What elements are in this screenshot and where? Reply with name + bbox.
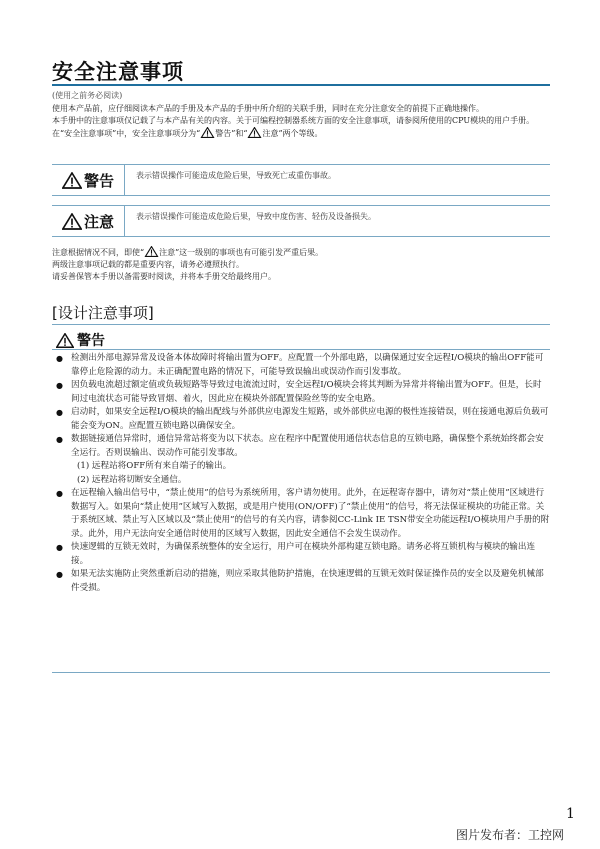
- caution-level-label: 注意: [52, 206, 125, 236]
- note-line: 请妥善保管本手册以备需要时阅读，并将本手册交给最终用户。: [52, 272, 276, 281]
- list-item: ● 检测出外部电源异常及设备本体故障时将输出置为OFF。应配置一个外部电路，以确保通过安全远程I/O模块的输出OFF能可靠停止危险源的动力。未正确配置电路的情况下，可能导致误输出或误动作而引发事故。: [56, 353, 544, 377]
- warning-heading: 警告: [52, 330, 105, 350]
- note-line: 两级注意事项记载的都是重要内容，请务必遵照执行。: [52, 260, 244, 269]
- caution-level-box: [52, 205, 550, 237]
- warning-rule: [52, 349, 550, 350]
- sub-item: (2) 远程站将切断安全通信。: [77, 474, 187, 485]
- warning-triangle-icon: [62, 213, 82, 230]
- bullet-icon: ●: [56, 543, 63, 552]
- caution-level-description: 表示错误操作可能造成危险后果，导致中度伤害、轻伤及设备损失。: [136, 212, 376, 221]
- list-item: ● 启动时，如果安全远程I/O模块的输出配线与外部供应电源发生短路，或外部供应电源的极性连接错误，则在接通电源后负载可能会变为ON。应配置互锁电路以确保安全。: [56, 407, 549, 431]
- watermark: 图片发布者：工控网: [456, 828, 565, 842]
- bullet-icon: ●: [56, 381, 63, 390]
- bullet-icon: ●: [56, 354, 63, 363]
- list-item: ● 数据链接通信异常时，通信异常站将变为以下状态。应在程序中配置使用通信状态信息的互锁电路，确保整个系统始终都会安全运行。否则误输出、误动作可能引发事故。 (1) 远程站将OFF所有来自端子的输出。 (2) 远程站将切断安全通信。: [52, 433, 550, 487]
- design-precautions-list: [52, 352, 550, 595]
- intro: [52, 90, 552, 140]
- page-title: 安全注意事项: [52, 60, 184, 84]
- warning-triangle-icon: [144, 246, 159, 257]
- warning-level-label: 警告: [52, 165, 125, 195]
- intro-paragraph: 使用本产品前，应仔细阅读本产品的手册及本产品的手册中所介绍的关联手册，同时在充分注意安全的前提下正确地操作。: [52, 104, 484, 113]
- list-item: ● 在远程输入输出信号中，“禁止使用”的信号为系统所用，客户请勿使用。此外，在远程寄存器中，请勿对“禁止使用”区域进行数据写入。如果向“禁止使用”区域写入数据，或是用户使用(ON/OFF)了“禁止使用”的信号，将无法保证模块的功能正常。关于系统区域、禁止写入区域以及“禁止使用”的信号的有关内容，请参阅CC-Link IE TSN带安全功能远程I/O模块用户手册的附录。此外，用户无法向安全通信时使用的区域写入数据，因此安全通信不会发生误动作。: [56, 488, 550, 539]
- warning-triangle-icon: [200, 127, 215, 138]
- warning-triangle-icon: [247, 127, 262, 138]
- list-item: ● 如果无法实施防止突然重新启动的措施，则应采取其他防护措施，在快速逻辑的互锁无效时保证操作员的安全以及避免机械部件受损。: [56, 569, 544, 593]
- intro-paragraph-levels: 在“安全注意事项”中，安全注意事项分为“ 警告”和“ 注意”两个等级。: [52, 129, 323, 138]
- page-number: 1: [566, 806, 575, 822]
- intro-paragraph: 本手册中的注意事项仅记载了与本产品有关的内容。关于可编程控制器系统方面的安全注意事项，请参阅所使用的CPU模块的用户手册。: [52, 116, 535, 125]
- section-title: [设计注意事项]: [52, 304, 154, 322]
- bullet-icon: ●: [56, 435, 63, 444]
- bullet-icon: ●: [56, 570, 63, 579]
- intro-note: (使用之前务必阅读): [52, 91, 123, 100]
- bullet-icon: ●: [56, 489, 63, 498]
- sub-item: (1) 远程站将OFF所有来自端子的输出。: [77, 461, 232, 471]
- section-rule: [52, 324, 550, 325]
- warning-triangle-icon: [62, 172, 82, 189]
- warning-level-description: 表示错误操作可能造成危险后果，导致死亡或重伤事故。: [136, 171, 336, 180]
- warning-triangle-icon: [56, 333, 74, 348]
- warning-level-box: [52, 164, 550, 196]
- title-rule: [52, 84, 550, 86]
- list-item: ● 因负载电流超过额定值或负载短路等导致过电流流过时，安全远程I/O模块会将其判断为异常并将输出置为OFF。但是，长时间过电流状态可能导致冒烟、着火，因此应在模块外部配置保险丝等的安全电路。: [56, 380, 542, 404]
- list-item: ● 快速逻辑的互锁无效时，为确保系统整体的安全运行，用户可在模块外部构建互锁电路。请务必将互锁机构与模块的输出连接。: [56, 542, 536, 566]
- after-notes: [52, 246, 552, 283]
- note-line: 注意根据情况不同，即使“ 注意”这一级别的事项也有可能引发严重后果。: [52, 248, 324, 257]
- bottom-rule: [52, 672, 550, 673]
- bullet-icon: ●: [56, 408, 63, 417]
